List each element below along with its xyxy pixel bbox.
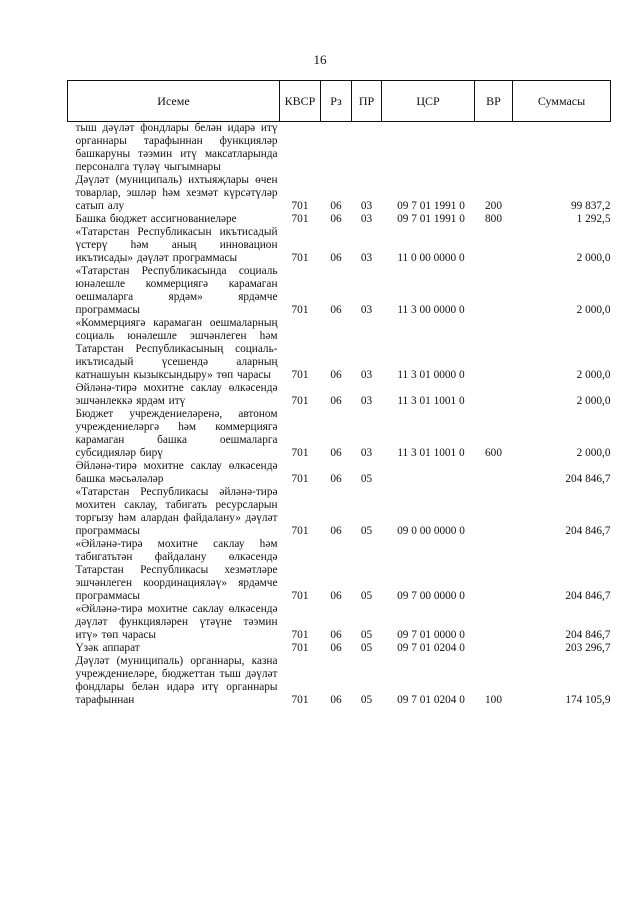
row-kvsr: 701 <box>291 447 309 459</box>
row-kvsr: 701 <box>291 473 309 485</box>
header-kvsr: КВСР <box>280 81 321 122</box>
row-name: тыш дәүләт фондлары белән идарә итү органнары тарафыннан функцияләр башкаруны тәэмин итү максатларында персоналга түләү чыгымнары <box>75 122 278 173</box>
row-sum: 204 846,7 <box>565 473 611 485</box>
row-csr: 09 7 01 0204 0 <box>397 642 465 654</box>
row-sum: 99 837,2 <box>570 200 611 212</box>
row-vr <box>475 265 513 317</box>
table-row <box>68 486 611 538</box>
row-name: «Татарстан Республикасында социаль юнәлешле коммерциягә карамаган оешмаларга ярдәм» ярдәмче программасы <box>75 265 278 316</box>
table-row <box>68 382 611 408</box>
row-sum: 204 846,7 <box>565 525 611 537</box>
row-rz: 06 <box>330 629 342 641</box>
row-vr: 200 <box>485 200 502 212</box>
row-csr: 11 3 01 1001 0 <box>397 447 465 459</box>
row-name: Бюджет учреждениеләренә, автоном учреждениеләргә һәм коммерциягә карамаган башка оешмаларга субсидияләр бирү <box>75 408 278 459</box>
table-row <box>68 655 611 707</box>
row-kvsr: 701 <box>291 694 309 706</box>
row-sum: 174 105,9 <box>565 694 611 706</box>
table-header <box>68 81 611 122</box>
table-row <box>68 538 611 603</box>
header-name: Исеме <box>68 81 280 122</box>
row-name: «Коммерциягә карамаган оешмаларның социаль юнәлешле эшчәнлеген һәм Татарстан Республикасының социаль-икътисадый үсешендә аларның катнашуын кызыксындыру» төп чарасы <box>75 317 278 381</box>
table-row <box>68 213 611 226</box>
row-rz: 06 <box>330 369 342 381</box>
table-row <box>68 317 611 382</box>
row-csr: 09 7 00 0000 0 <box>397 590 465 602</box>
row-vr <box>475 603 513 642</box>
row-vr <box>475 226 513 265</box>
table-row <box>68 226 611 265</box>
row-sum: 204 846,7 <box>565 629 611 641</box>
row-csr: 09 7 01 1991 0 <box>397 213 465 225</box>
row-csr <box>382 122 475 175</box>
row-csr: 11 3 01 1001 0 <box>397 395 465 407</box>
row-kvsr: 701 <box>291 304 309 316</box>
row-name: Үзәк аппарат <box>75 642 140 654</box>
row-sum: 2 000,0 <box>576 447 611 459</box>
row-vr: 800 <box>485 213 502 225</box>
row-kvsr: 701 <box>291 590 309 602</box>
row-kvsr: 701 <box>291 629 309 641</box>
row-pr: 03 <box>360 200 373 212</box>
row-csr: 09 0 00 0000 0 <box>397 525 465 537</box>
row-name: Әйләнә-тирә мохитне саклау өлкәсендә башка мәсьәләләр <box>75 460 278 485</box>
row-rz: 06 <box>330 200 342 212</box>
table-row <box>68 460 611 486</box>
row-kvsr: 701 <box>291 369 309 381</box>
row-sum <box>513 122 611 175</box>
row-rz: 06 <box>330 590 342 602</box>
row-pr: 05 <box>360 694 373 706</box>
row-rz: 06 <box>330 304 342 316</box>
row-csr: 11 3 00 0000 0 <box>397 304 465 316</box>
row-csr: 11 0 00 0000 0 <box>397 252 465 264</box>
table-row <box>68 174 611 213</box>
row-name: «Әйләнә-тирә мохитне саклау һәм табигатьтән файдалану өлкәсендә Татарстан Республикасы хезмәтләре эшчәнлеген координацияләү» ярдәмче программасы <box>75 538 278 602</box>
row-sum: 2 000,0 <box>576 252 611 264</box>
row-vr <box>475 486 513 538</box>
row-rz: 06 <box>330 447 342 459</box>
row-name: Башка бюджет ассигнованиеләре <box>75 213 237 225</box>
row-pr: 03 <box>360 447 373 459</box>
row-pr: 03 <box>360 369 373 381</box>
row-kvsr: 701 <box>291 525 309 537</box>
row-pr: 05 <box>360 525 373 537</box>
row-rz: 06 <box>330 525 342 537</box>
row-rz: 06 <box>330 694 342 706</box>
row-rz: 06 <box>330 213 342 225</box>
page-number: 16 <box>313 52 327 67</box>
row-sum: 204 846,7 <box>565 590 611 602</box>
row-rz: 06 <box>330 395 342 407</box>
table-row <box>68 642 611 655</box>
header-sum: Суммасы <box>513 81 611 122</box>
row-name: Дәүләт (муниципаль) ихтыяҗлары өчен товарлар, эшләр һәм хезмәт күрсәтүләр сатып алу <box>75 174 278 212</box>
row-kvsr: 701 <box>291 252 309 264</box>
row-pr <box>352 122 382 175</box>
row-csr <box>382 460 475 486</box>
table-row <box>68 603 611 642</box>
row-sum: 2 000,0 <box>576 395 611 407</box>
row-kvsr: 701 <box>291 395 309 407</box>
row-kvsr: 701 <box>291 213 309 225</box>
row-csr: 09 7 01 0000 0 <box>397 629 465 641</box>
row-vr <box>475 382 513 408</box>
row-vr <box>475 317 513 382</box>
row-pr: 03 <box>360 252 373 264</box>
table-row <box>68 408 611 460</box>
row-name: «Татарстан Республикасы әйләнә-тирә мохитен саклау, табигать ресурсларын торгызу һәм алардан файдалану» дәүләт программасы <box>75 486 278 537</box>
row-name: «Татарстан Республикасын икътисадый үстерү һәм аның инновацион икътисады» дәүләт программасы <box>75 226 278 264</box>
row-csr: 09 7 01 1991 0 <box>397 200 465 212</box>
row-sum: 1 292,5 <box>576 213 611 225</box>
row-pr: 03 <box>360 213 373 225</box>
row-csr: 09 7 01 0204 0 <box>397 694 465 706</box>
row-pr: 05 <box>360 590 373 602</box>
row-pr: 03 <box>360 304 373 316</box>
row-name: Дәүләт (муниципаль) органнары, казна учреждениеләре, бюджеттан тыш дәүләт фондлары белән идарә итү органнары тарафыннан <box>75 655 278 706</box>
table-row <box>68 265 611 317</box>
header-pr: ПР <box>352 81 382 122</box>
row-rz <box>321 122 352 175</box>
row-vr <box>475 122 513 175</box>
row-vr <box>475 460 513 486</box>
row-kvsr <box>280 122 321 175</box>
row-sum: 2 000,0 <box>576 304 611 316</box>
row-kvsr: 701 <box>291 642 309 654</box>
row-sum: 203 296,7 <box>565 642 611 654</box>
row-vr: 100 <box>485 694 502 706</box>
header-csr: ЦСР <box>382 81 475 122</box>
row-vr <box>475 538 513 603</box>
row-csr: 11 3 01 0000 0 <box>397 369 465 381</box>
header-rz: Рз <box>321 81 352 122</box>
row-kvsr: 701 <box>291 200 309 212</box>
row-name: «Әйләнә-тирә мохитне саклау өлкәсендә дәүләт функцияләрен үтәүне тәэмин итү» төп чарасы <box>75 603 278 641</box>
table-row <box>68 122 611 175</box>
row-rz: 06 <box>330 473 342 485</box>
row-pr: 05 <box>360 642 373 654</box>
row-name: Әйләнә-тирә мохитне саклау өлкәсендә эшчәнлеккә ярдәм итү <box>75 382 278 407</box>
row-rz: 06 <box>330 642 342 654</box>
row-vr: 600 <box>485 447 502 459</box>
row-sum: 2 000,0 <box>576 369 611 381</box>
row-pr: 05 <box>360 473 373 485</box>
row-rz: 06 <box>330 252 342 264</box>
row-vr <box>475 642 513 655</box>
row-pr: 05 <box>360 629 373 641</box>
header-vr: ВР <box>475 81 513 122</box>
budget-table <box>67 80 611 707</box>
row-pr: 03 <box>360 395 373 407</box>
